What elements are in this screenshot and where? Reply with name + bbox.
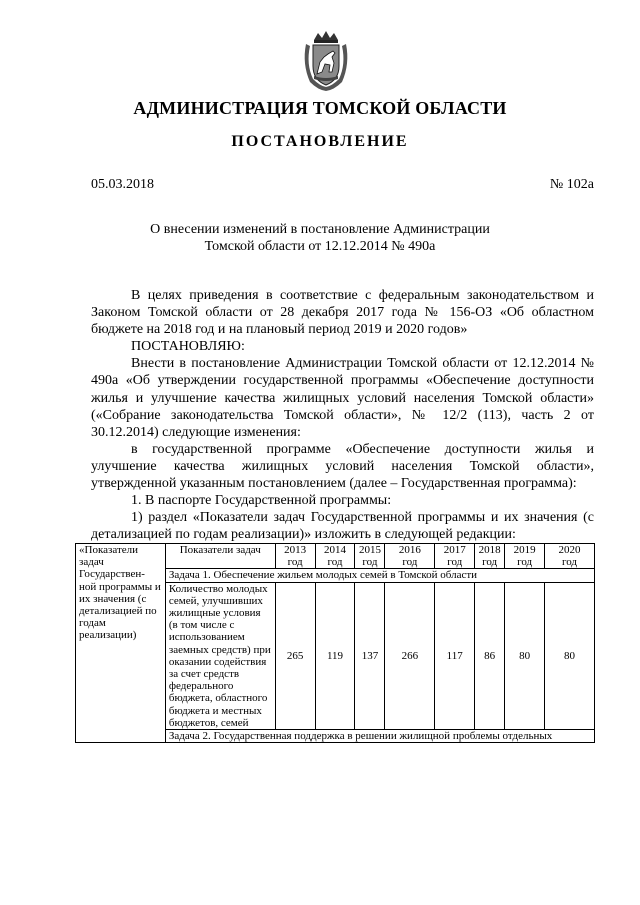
passport-paragraph: 1. В паспорте Государственной программы:: [131, 493, 392, 509]
section-paragraph: 1) раздел «Показатели задач Государственной программы и их значения (с детализацией по годам реализации)» изложить в следующей редакции:: [91, 510, 594, 543]
value-2013: 265: [275, 582, 315, 729]
document-type: ПОСТАНОВЛЕНИЕ: [231, 133, 409, 150]
document-number: № 102а: [549, 177, 594, 192]
program-paragraph: в государственной программе «Обеспечение доступности жилья и улучшение качества жилищных условий населения Томской области», утвержденной указанным постановлением (далее – Государственная программа):: [91, 441, 594, 492]
subject-line-1: О внесении изменений в постановление Администрации: [150, 222, 490, 237]
side-label-cell: «Показатели задач Государствен-ной программы и их значения (с детализацией по годам реализации): [76, 544, 166, 743]
organization-name: АДМИНИСТРАЦИЯ ТОМСКОЙ ОБЛАСТИ: [133, 98, 507, 118]
task-2-title: Задача 2. Государственная поддержка в решении жилищной проблемы отдельных: [165, 730, 594, 743]
indicators-header: Показатели задач: [165, 544, 275, 569]
year-header-2020: 2020 год: [545, 544, 595, 569]
table-header-row: [76, 544, 595, 569]
indicator-1-name: Количество молодых семей, улучшивших жилищные условия (в том числе с использованием заемных средств) при оказании содействия за счет средств федерального бюджета, областного бюджета и местных бюджетов, семей: [165, 582, 275, 729]
value-2016: 266: [385, 582, 435, 729]
year-header-2016: 2016 год: [385, 544, 435, 569]
document-date: 05.03.2018: [91, 177, 154, 192]
coat-of-arms-icon: [300, 30, 352, 92]
value-2020: 80: [545, 582, 595, 729]
amendment-paragraph: Внести в постановление Администрации Томской области от 12.12.2014 № 490а «Об утверждении государственной программы «Обеспечение доступности жилья и улучшение качества жилищных условий населения Томской области» («Собрание законодательства Томской области», № 12/2 (113), часть 2 от 30.12.2014) следующие изменения:: [91, 356, 594, 440]
year-header-2018: 2018 год: [475, 544, 505, 569]
year-header-2017: 2017 год: [435, 544, 475, 569]
preamble-paragraph: В целях приведения в соответствие с федеральным законодательством и Законом Томской области от 28 декабря 2017 года № 156-ОЗ «Об областном бюджете на 2018 год и на плановый период 2019 и 2020 годов»: [91, 288, 594, 338]
year-header-2015: 2015 год: [355, 544, 385, 569]
year-header-2014: 2014 год: [315, 544, 355, 569]
value-2018: 86: [475, 582, 505, 729]
subject-line-2: Томской области от 12.12.2014 № 490а: [204, 239, 436, 254]
value-2015: 137: [355, 582, 385, 729]
document-body: [91, 287, 594, 543]
year-header-2013: 2013 год: [275, 544, 315, 569]
value-2019: 80: [505, 582, 545, 729]
resolve-heading: ПОСТАНОВЛЯЮ:: [131, 339, 245, 355]
indicators-table: [75, 543, 595, 743]
document-subject: [0, 221, 640, 255]
value-2014: 119: [315, 582, 355, 729]
value-2017: 117: [435, 582, 475, 729]
year-header-2019: 2019 год: [505, 544, 545, 569]
task-1-title: Задача 1. Обеспечение жильем молодых семей в Томской области: [165, 569, 594, 582]
